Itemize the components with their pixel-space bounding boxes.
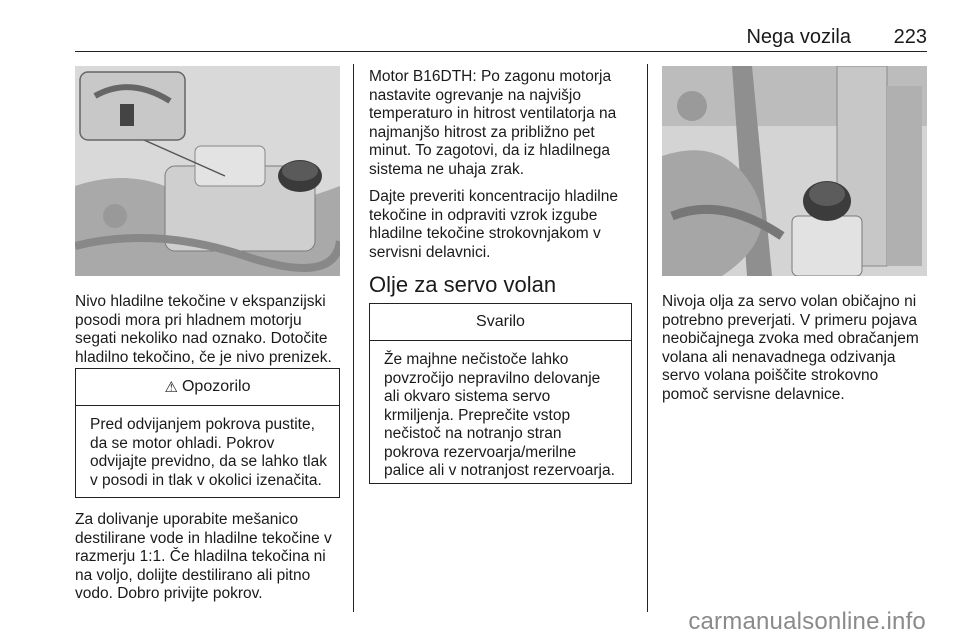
- section-title: Nega vozila: [746, 26, 851, 48]
- concentration-paragraph: Dajte preveriti koncentracijo hladilne tekočine in odpraviti vzrok izgube hladilne tekočine strokovnjakom v servisni delavnici.: [369, 188, 618, 261]
- warning-text: Pred odvijanjem pokrova pustite, da se motor ohladi. Pokrov odvijajte previdno, da se lahko tlak v posodi in tlak v okolici izenačita.: [90, 416, 327, 489]
- caution-box: [369, 303, 632, 484]
- engine-coolant-reservoir-photo: [75, 66, 340, 276]
- column-3-text: [662, 293, 928, 413]
- coolant-reservoir-photo: [75, 66, 340, 276]
- warning-title: Opozorilo: [181, 378, 251, 395]
- coolant-level-paragraph: Nivo hladilne tekočine v ekspanzijski posodi mora pri hladnem motorju segati nekoliko nad oznako. Dotočite hladilno tekočino, če je nivo prenizek.: [75, 293, 332, 366]
- section-heading-power-steering: Olje za servo volan: [369, 272, 557, 297]
- column-1-text: [75, 293, 341, 376]
- page-header: [75, 26, 927, 48]
- column-divider-2: [647, 64, 648, 612]
- power-steering-reservoir-photo: [662, 66, 927, 276]
- power-steering-paragraph: Nivoja olja za servo volan običajno ni potrebno preverjati. V primeru pojava neobičajnega zvoka med obračanjem volana ali nenavadnega odzivanja servo volana poiščite strokovno pomoč servisne delavnice.: [662, 293, 919, 403]
- warning-header: [76, 369, 339, 406]
- watermark: carmanualsonline.info: [688, 608, 926, 635]
- refill-paragraph: Za dolivanje uporabite mešanico destilirane vode in hladilne tekočine v razmerju 1:1. Če hladilna tekočina ni na voljo, dolijte destilirano ali pitno vodo. Dobro privijte pokrov.: [75, 511, 332, 602]
- column-divider-1: [353, 64, 354, 612]
- header-rule: [75, 51, 927, 52]
- column-1-text-lower: [75, 511, 341, 613]
- column-2-text: [369, 68, 635, 271]
- power-steering-reservoir-photo-frame: [662, 66, 927, 276]
- b16dth-paragraph: Motor B16DTH: Po zagonu motorja nastavite ogrevanje na najvišjo temperaturo in hitrost ventilatorja na najmanjšo hitrost za približno pet minut. To zagotovi, da iz hladilnega sistema ne uhaja zrak.: [369, 68, 617, 178]
- warning-box: [75, 368, 340, 498]
- page-number: 223: [893, 26, 927, 48]
- caution-title: Svarilo: [476, 313, 525, 330]
- caution-header: [370, 304, 631, 341]
- caution-text: Že majhne nečistoče lahko povzročijo nepravilno delovanje ali okvaro sistema servo krmiljenja. Preprečite vstop nečistoč na notranjo stran pokrova rezervoarja/merilne palice ali v notranjost rezervoarja.: [384, 351, 615, 479]
- warning-triangle-icon: ⚠: [164, 379, 178, 396]
